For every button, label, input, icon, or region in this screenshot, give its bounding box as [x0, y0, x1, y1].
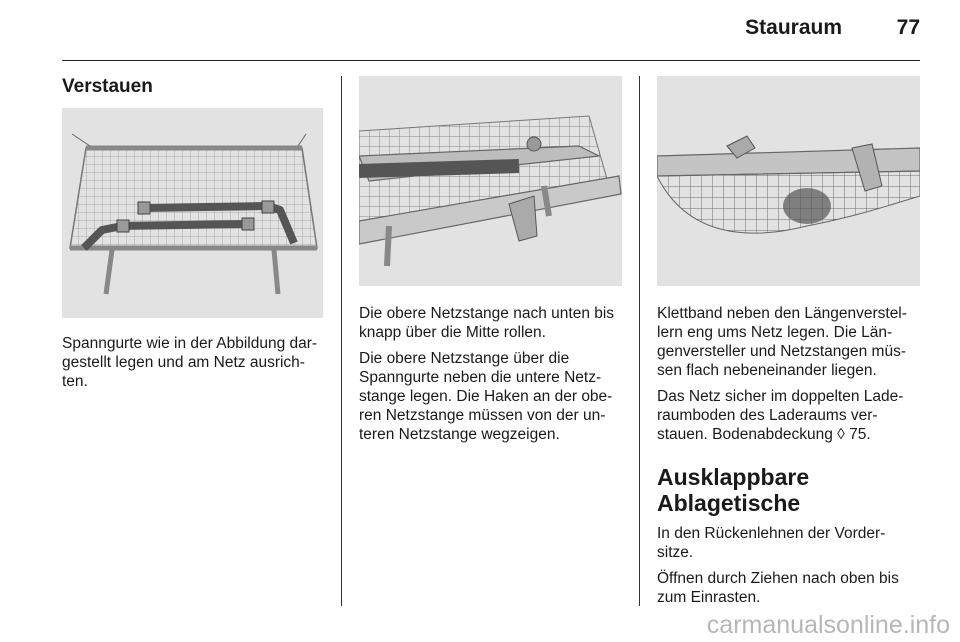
section-heading-folding-tables: Ausklappbare Ablagetische	[657, 464, 810, 516]
paragraph-roll-net: Die obere Netzstange nach unten bis knapp über die Mitte rollen.	[359, 305, 615, 341]
header-title: Stauraum	[745, 16, 842, 39]
paragraph-open-tables: Öffnen durch Ziehen nach oben bis zum Einrasten.	[657, 570, 899, 606]
left-column-text	[62, 334, 332, 398]
middle-column-text	[359, 304, 629, 451]
paragraph-velcro: Klettband neben den Längenverstel- lern eng ums Netz legen. Die Län- genversteller und Netzstangen müs- sen flach nebeneinander liegen.	[657, 305, 907, 379]
figure-velcro-strap	[657, 76, 920, 286]
page-number: 77	[896, 16, 920, 39]
right-column-text	[657, 304, 932, 614]
velcro-strap-illustration	[657, 76, 920, 286]
paragraph-straps: Spanngurte wie in der Abbildung dar- gestellt legen und am Netz ausrich- ten.	[62, 335, 318, 390]
page-header	[62, 0, 920, 61]
roll-net-illustration	[359, 76, 622, 286]
figure-net-with-straps	[62, 108, 323, 318]
net-straps-illustration	[62, 108, 323, 318]
paragraph-store-net: Das Netz sicher im doppelten Lade- raumboden des Laderaums ver- stauen. Bodenabdeckung ◊ 75.	[657, 388, 904, 443]
column-divider-right	[639, 76, 640, 606]
column-divider-left	[341, 76, 342, 606]
footer-watermark: carmanualsonline.info	[706, 611, 950, 639]
paragraph-place-net: Die obere Netzstange über die Spanngurte neben die untere Netz- stange legen. Die Haken an der obe- ren Netzstange müssen von der un- teren Netzstange wegzeigen.	[359, 350, 613, 443]
figure-roll-net	[359, 76, 622, 286]
section-heading-verstauen: Verstauen	[62, 76, 153, 97]
paragraph-seat-backs: In den Rückenlehnen der Vorder- sitze.	[657, 525, 886, 561]
